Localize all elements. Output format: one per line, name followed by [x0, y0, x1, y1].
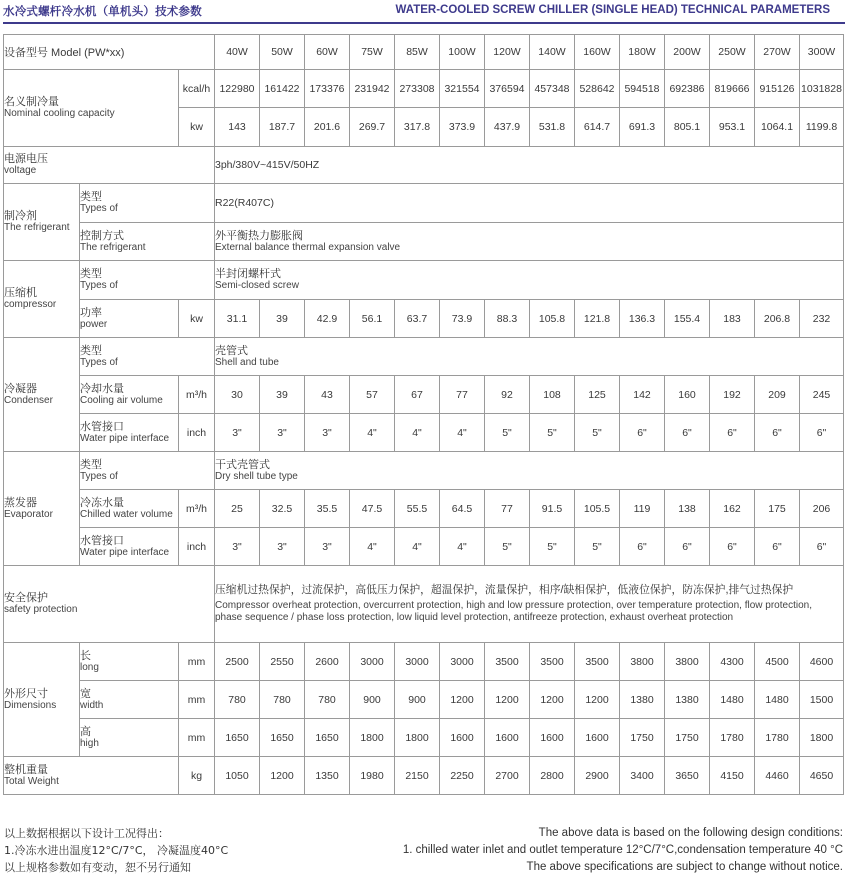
compressor-power-value: 136.3 — [620, 300, 665, 338]
header-divider — [3, 22, 845, 24]
label-cn: 长 — [80, 649, 91, 662]
condenser-flow-label — [80, 376, 179, 414]
condenser-flow-value: 57 — [350, 376, 395, 414]
cooling-kw-value: 269.7 — [350, 108, 395, 147]
model-value: 160W — [575, 35, 620, 70]
condenser-flow-value: 192 — [710, 376, 755, 414]
dimensions-long-value: 3000 — [395, 643, 440, 681]
evaporator-pipe-value: 4" — [395, 528, 440, 566]
dimensions-high-value: 1800 — [350, 719, 395, 757]
label-cn: 压缩机过热保护，过流保护，高低压力保护，超温保护，流量保护，相序/缺相保护，低液位保护，防冻保护,排气过热保护 — [215, 584, 794, 596]
label-cn: 压缩机 — [4, 287, 37, 299]
label-en: Nominal cooling capacity — [4, 108, 115, 119]
unit-kg: kg — [179, 757, 215, 795]
compressor-power-value: 155.4 — [665, 300, 710, 338]
evaporator-pipe-value: 3" — [260, 528, 305, 566]
label-en: power — [80, 318, 108, 330]
dimensions-width-label — [80, 681, 179, 719]
condenser-flow-value: 142 — [620, 376, 665, 414]
dimensions-width-value: 1200 — [575, 681, 620, 719]
label-cn: 半封闭螺杆式 — [215, 268, 281, 280]
label-en: Types of — [80, 203, 118, 214]
dimensions-high-value: 1750 — [620, 719, 665, 757]
condenser-pipe-value: 4" — [440, 414, 485, 452]
condenser-flow-value: 108 — [530, 376, 575, 414]
evaporator-flow-value: 77 — [485, 490, 530, 528]
cooling-kw-value: 201.6 — [305, 108, 350, 147]
label-en: Types of — [80, 280, 118, 291]
footer-en-line2: 1. chilled water inlet and outlet temperature 12°C/7°C,condensation temperature 40 °C — [402, 844, 843, 856]
dimensions-width-value: 780 — [305, 681, 350, 719]
condenser-pipe-value: 4" — [395, 414, 440, 452]
dimensions-long-value: 3500 — [530, 643, 575, 681]
dimensions-high-value: 1800 — [800, 719, 844, 757]
condenser-flow-value: 30 — [215, 376, 260, 414]
label-en: Dry shell tube type — [215, 470, 298, 482]
unit-inch: inch — [179, 528, 215, 566]
compressor-power-value: 31.1 — [215, 300, 260, 338]
dimensions-high-value: 1600 — [530, 719, 575, 757]
weight-value: 4650 — [800, 757, 844, 795]
label-cn: 功率 — [80, 306, 102, 319]
page-title-en: WATER-COOLED SCREW CHILLER (SINGLE HEAD) TECHNICAL PARAMETERS — [395, 4, 830, 16]
dimensions-width-value: 1200 — [440, 681, 485, 719]
cooling-kw-value: 953.1 — [710, 108, 755, 147]
model-value: 140W — [530, 35, 575, 70]
evaporator-pipe-value: 3" — [305, 528, 350, 566]
model-value: 270W — [755, 35, 800, 70]
evaporator-flow-value: 35.5 — [305, 490, 350, 528]
model-label: 设备型号 Model (PW*xx) — [4, 35, 215, 70]
cooling-kw-value: 1064.1 — [755, 108, 800, 147]
unit-kcal: kcal/h — [179, 70, 215, 108]
weight-value: 4460 — [755, 757, 800, 795]
evaporator-flow-value: 105.5 — [575, 490, 620, 528]
cooling-kw-value: 1199.8 — [800, 108, 844, 147]
dimensions-long-value: 2600 — [305, 643, 350, 681]
condenser-pipe-value: 5" — [485, 414, 530, 452]
label-en: voltage — [4, 165, 37, 176]
label-en: External balance thermal expansion valve — [215, 241, 401, 253]
label-en: Water pipe interface — [80, 432, 170, 444]
cooling-kcal-value: 161422 — [260, 70, 305, 108]
label-en: long — [80, 661, 99, 673]
weight-value: 2700 — [485, 757, 530, 795]
dimensions-long-value: 3000 — [440, 643, 485, 681]
unit-mm: mm — [179, 643, 215, 681]
cooling-kcal-value: 819666 — [710, 70, 755, 108]
compressor-power-value: 206.8 — [755, 300, 800, 338]
dimensions-high-value: 1800 — [395, 719, 440, 757]
dimensions-width-value: 1500 — [800, 681, 844, 719]
label-cn: 电源电压 — [4, 153, 48, 165]
page-title-cn: 水冷式螺杆冷水机（单机头）技术参数 — [3, 4, 202, 18]
dimensions-high-value: 1750 — [665, 719, 710, 757]
dimensions-high-value: 1650 — [305, 719, 350, 757]
weight-value: 1350 — [305, 757, 350, 795]
evaporator-pipe-value: 4" — [440, 528, 485, 566]
label-en: width — [80, 699, 104, 711]
weight-value: 2800 — [530, 757, 575, 795]
dimensions-high-value: 1780 — [710, 719, 755, 757]
label-cn: 类型 — [80, 191, 102, 203]
dimensions-long-value: 3500 — [485, 643, 530, 681]
evaporator-flow-label — [80, 490, 179, 528]
cooling-kw-value: 437.9 — [485, 108, 530, 147]
evaporator-pipe-label — [80, 528, 179, 566]
compressor-power-value: 63.7 — [395, 300, 440, 338]
label-cn: 类型 — [80, 458, 102, 471]
evaporator-flow-value: 175 — [755, 490, 800, 528]
model-value: 100W — [440, 35, 485, 70]
label-cn: 蒸发器 — [4, 496, 37, 509]
compressor-power-value: 183 — [710, 300, 755, 338]
condenser-flow-value: 92 — [485, 376, 530, 414]
label-en: Dimensions — [4, 699, 57, 711]
refrigerant-label — [4, 184, 80, 261]
condenser-flow-value: 77 — [440, 376, 485, 414]
dimensions-width-value: 900 — [350, 681, 395, 719]
cooling-kw-value: 691.3 — [620, 108, 665, 147]
evaporator-flow-value: 47.5 — [350, 490, 395, 528]
label-cn: 冷却水量 — [80, 382, 124, 395]
label-en: Types of — [80, 356, 118, 368]
model-value: 180W — [620, 35, 665, 70]
weight-value: 2900 — [575, 757, 620, 795]
evaporator-pipe-value: 6" — [800, 528, 844, 566]
footer-cn-line2: 1.冷冻水进出温度12°C/7°C， 冷凝温度40°C — [4, 844, 229, 857]
dimensions-high-value: 1650 — [260, 719, 305, 757]
condenser-pipe-value: 4" — [350, 414, 395, 452]
condenser-flow-value: 125 — [575, 376, 620, 414]
label-cn: 干式壳管式 — [215, 458, 270, 471]
dimensions-width-value: 1200 — [485, 681, 530, 719]
cooling-kw-value: 143 — [215, 108, 260, 147]
evaporator-flow-value: 91.5 — [530, 490, 575, 528]
dimensions-long-value: 4600 — [800, 643, 844, 681]
cooling-kw-value: 614.7 — [575, 108, 620, 147]
evaporator-flow-value: 206 — [800, 490, 844, 528]
dimensions-high-value: 1600 — [440, 719, 485, 757]
evaporator-pipe-value: 3" — [215, 528, 260, 566]
model-value: 75W — [350, 35, 395, 70]
compressor-power-value: 121.8 — [575, 300, 620, 338]
cooling-kw-value: 317.8 — [395, 108, 440, 147]
label-cn: 制冷剂 — [4, 210, 37, 222]
condenser-pipe-value: 5" — [575, 414, 620, 452]
evaporator-type-label — [80, 452, 215, 490]
dimensions-long-value: 3800 — [620, 643, 665, 681]
dimensions-high-value: 1600 — [575, 719, 620, 757]
footer-en-line1: The above data is based on the following design conditions: — [538, 827, 843, 839]
label-en: compressor — [4, 299, 57, 310]
evaporator-pipe-value: 6" — [620, 528, 665, 566]
footer-notes-cn — [4, 825, 228, 876]
weight-value: 1050 — [215, 757, 260, 795]
condenser-flow-value: 245 — [800, 376, 844, 414]
evaporator-pipe-value: 4" — [350, 528, 395, 566]
label-en: Types of — [80, 470, 118, 482]
spec-table — [3, 34, 844, 795]
model-value: 85W — [395, 35, 440, 70]
label-en: The refrigerant — [4, 222, 70, 233]
cooling-kw-value: 187.7 — [260, 108, 305, 147]
evaporator-flow-value: 162 — [710, 490, 755, 528]
label-cn: 水管接口 — [80, 534, 124, 547]
footer-en-line3: The above specifications are subject to change without notice. — [526, 861, 843, 873]
condenser-pipe-value: 6" — [620, 414, 665, 452]
dimensions-long-value: 2550 — [260, 643, 305, 681]
compressor-power-label — [80, 300, 179, 338]
cooling-kcal-value: 692386 — [665, 70, 710, 108]
label-en: Shell and tube — [215, 356, 279, 368]
condenser-pipe-value: 5" — [530, 414, 575, 452]
refrigerant-control-label — [80, 223, 215, 261]
label-en: Semi-closed screw — [215, 280, 299, 291]
label-cn: 壳管式 — [215, 344, 248, 357]
label-en: safety protection — [4, 604, 78, 615]
compressor-label — [4, 261, 80, 338]
evaporator-flow-value: 25 — [215, 490, 260, 528]
weight-value: 2150 — [395, 757, 440, 795]
evaporator-flow-value: 64.5 — [440, 490, 485, 528]
model-value: 60W — [305, 35, 350, 70]
dimensions-width-value: 1480 — [710, 681, 755, 719]
cooling-kcal-value: 915126 — [755, 70, 800, 108]
compressor-power-value: 232 — [800, 300, 844, 338]
condenser-pipe-value: 6" — [665, 414, 710, 452]
condenser-pipe-value: 6" — [755, 414, 800, 452]
compressor-type-label — [80, 261, 215, 300]
label-en: Evaporator — [4, 508, 53, 520]
footer-notes-en — [403, 825, 843, 876]
weight-value: 3650 — [665, 757, 710, 795]
label-en: Chilled water volume — [80, 508, 173, 520]
safety-value — [215, 566, 844, 643]
evaporator-pipe-value: 5" — [485, 528, 530, 566]
dimensions-label — [4, 643, 80, 757]
model-value: 300W — [800, 35, 844, 70]
condenser-label — [4, 338, 80, 452]
label-cn: 整机重量 — [4, 763, 48, 776]
condenser-flow-value: 67 — [395, 376, 440, 414]
label-en: high — [80, 737, 99, 749]
condenser-flow-value: 209 — [755, 376, 800, 414]
evaporator-pipe-value: 6" — [710, 528, 755, 566]
model-value: 250W — [710, 35, 755, 70]
model-value: 120W — [485, 35, 530, 70]
refrigerant-type-value: R22(R407C) — [215, 184, 844, 223]
evaporator-pipe-value: 5" — [575, 528, 620, 566]
model-value: 40W — [215, 35, 260, 70]
label-cn: 安全保护 — [4, 592, 48, 604]
condenser-flow-value: 160 — [665, 376, 710, 414]
condenser-flow-value: 43 — [305, 376, 350, 414]
dimensions-long-label — [80, 643, 179, 681]
refrigerant-control-value — [215, 223, 844, 261]
unit-m3h: m³/h — [179, 490, 215, 528]
cooling-kcal-value: 1031828 — [800, 70, 844, 108]
evaporator-pipe-value: 6" — [755, 528, 800, 566]
footer-cn-line3: 以上规格参数如有变动，恕不另行通知 — [4, 861, 191, 874]
evaporator-pipe-value: 5" — [530, 528, 575, 566]
dimensions-high-value: 1780 — [755, 719, 800, 757]
refrigerant-type-label — [80, 184, 215, 223]
cooling-kcal-value: 231942 — [350, 70, 395, 108]
condenser-pipe-value: 3" — [305, 414, 350, 452]
condenser-flow-value: 39 — [260, 376, 305, 414]
evaporator-flow-value: 119 — [620, 490, 665, 528]
condenser-pipe-value: 6" — [710, 414, 755, 452]
label-cn: 冷冻水量 — [80, 496, 124, 509]
compressor-power-value: 56.1 — [350, 300, 395, 338]
cooling-kcal-value: 376594 — [485, 70, 530, 108]
cooling-kcal-value: 273308 — [395, 70, 440, 108]
condenser-pipe-value: 6" — [800, 414, 844, 452]
compressor-power-value: 42.9 — [305, 300, 350, 338]
evaporator-flow-value: 138 — [665, 490, 710, 528]
compressor-type-value — [215, 261, 844, 300]
evaporator-label — [4, 452, 80, 566]
evaporator-flow-value: 32.5 — [260, 490, 305, 528]
dimensions-long-value: 3800 — [665, 643, 710, 681]
unit-inch: inch — [179, 414, 215, 452]
footer-cn-line1: 以上数据根据以下设计工况得出： — [4, 827, 169, 840]
cooling-kw-value: 373.9 — [440, 108, 485, 147]
safety-label — [4, 566, 215, 643]
dimensions-width-value: 1380 — [620, 681, 665, 719]
label-cn: 类型 — [80, 344, 102, 357]
condenser-pipe-value: 3" — [260, 414, 305, 452]
dimensions-long-value: 2500 — [215, 643, 260, 681]
weight-value: 4150 — [710, 757, 755, 795]
label-en: Cooling air volume — [80, 394, 163, 406]
label-cn: 高 — [80, 725, 91, 738]
dimensions-long-value: 4500 — [755, 643, 800, 681]
label-cn: 外平衡热力膨胀阀 — [215, 229, 303, 242]
label-en: Total Weight — [4, 775, 59, 787]
dimensions-high-label — [80, 719, 179, 757]
unit-mm: mm — [179, 719, 215, 757]
dimensions-high-value: 1600 — [485, 719, 530, 757]
dimensions-width-value: 780 — [215, 681, 260, 719]
compressor-power-value: 73.9 — [440, 300, 485, 338]
cooling-kcal-value: 594518 — [620, 70, 665, 108]
compressor-power-value: 39 — [260, 300, 305, 338]
weight-value: 3400 — [620, 757, 665, 795]
cooling-kw-value: 805.1 — [665, 108, 710, 147]
label-cn: 控制方式 — [80, 229, 124, 242]
dimensions-high-value: 1650 — [215, 719, 260, 757]
compressor-power-value: 88.3 — [485, 300, 530, 338]
label-cn: 类型 — [80, 268, 102, 280]
dimensions-width-value: 1200 — [530, 681, 575, 719]
dimensions-long-value: 3000 — [350, 643, 395, 681]
label-en: Water pipe interface — [80, 546, 170, 558]
label-cn: 外形尺寸 — [4, 687, 48, 700]
unit-kw: kw — [179, 300, 215, 338]
weight-value: 1200 — [260, 757, 305, 795]
model-value: 200W — [665, 35, 710, 70]
dimensions-width-value: 900 — [395, 681, 440, 719]
evaporator-pipe-value: 6" — [665, 528, 710, 566]
cooling-capacity-label — [4, 70, 179, 147]
voltage-value: 3ph/380V~415V/50HZ — [215, 147, 844, 184]
condenser-pipe-value: 3" — [215, 414, 260, 452]
compressor-power-value: 105.8 — [530, 300, 575, 338]
unit-mm: mm — [179, 681, 215, 719]
cooling-kcal-value: 457348 — [530, 70, 575, 108]
dimensions-width-value: 1380 — [665, 681, 710, 719]
cooling-kcal-value: 528642 — [575, 70, 620, 108]
label-en: Condenser — [4, 394, 53, 406]
evaporator-flow-value: 55.5 — [395, 490, 440, 528]
label-cn: 水管接口 — [80, 420, 124, 433]
condenser-pipe-label — [80, 414, 179, 452]
evaporator-type-value — [215, 452, 844, 490]
dimensions-width-value: 780 — [260, 681, 305, 719]
cooling-kcal-value: 173376 — [305, 70, 350, 108]
cooling-kcal-value: 321554 — [440, 70, 485, 108]
unit-kw: kw — [179, 108, 215, 147]
label-en: Compressor overheat protection, overcurrent protection, high and low pressure protection, over temperature protection, flow protection, phase sequence / phase loss protection, low liquid level protection, antifreeze protection, exhaust overheat protection — [215, 600, 812, 623]
voltage-label — [4, 147, 215, 184]
model-value: 50W — [260, 35, 305, 70]
cooling-kcal-value: 122980 — [215, 70, 260, 108]
weight-value: 1980 — [350, 757, 395, 795]
dimensions-long-value: 4300 — [710, 643, 755, 681]
condenser-type-label — [80, 338, 215, 376]
label-cn: 宽 — [80, 687, 91, 700]
dimensions-long-value: 3500 — [575, 643, 620, 681]
weight-label — [4, 757, 179, 795]
dimensions-width-value: 1480 — [755, 681, 800, 719]
label-en: The refrigerant — [80, 241, 146, 253]
label-cn: 名义制冷量 — [4, 96, 59, 108]
cooling-kw-value: 531.8 — [530, 108, 575, 147]
condenser-type-value — [215, 338, 844, 376]
unit-m3h: m³/h — [179, 376, 215, 414]
weight-value: 2250 — [440, 757, 485, 795]
label-cn: 冷凝器 — [4, 382, 37, 395]
